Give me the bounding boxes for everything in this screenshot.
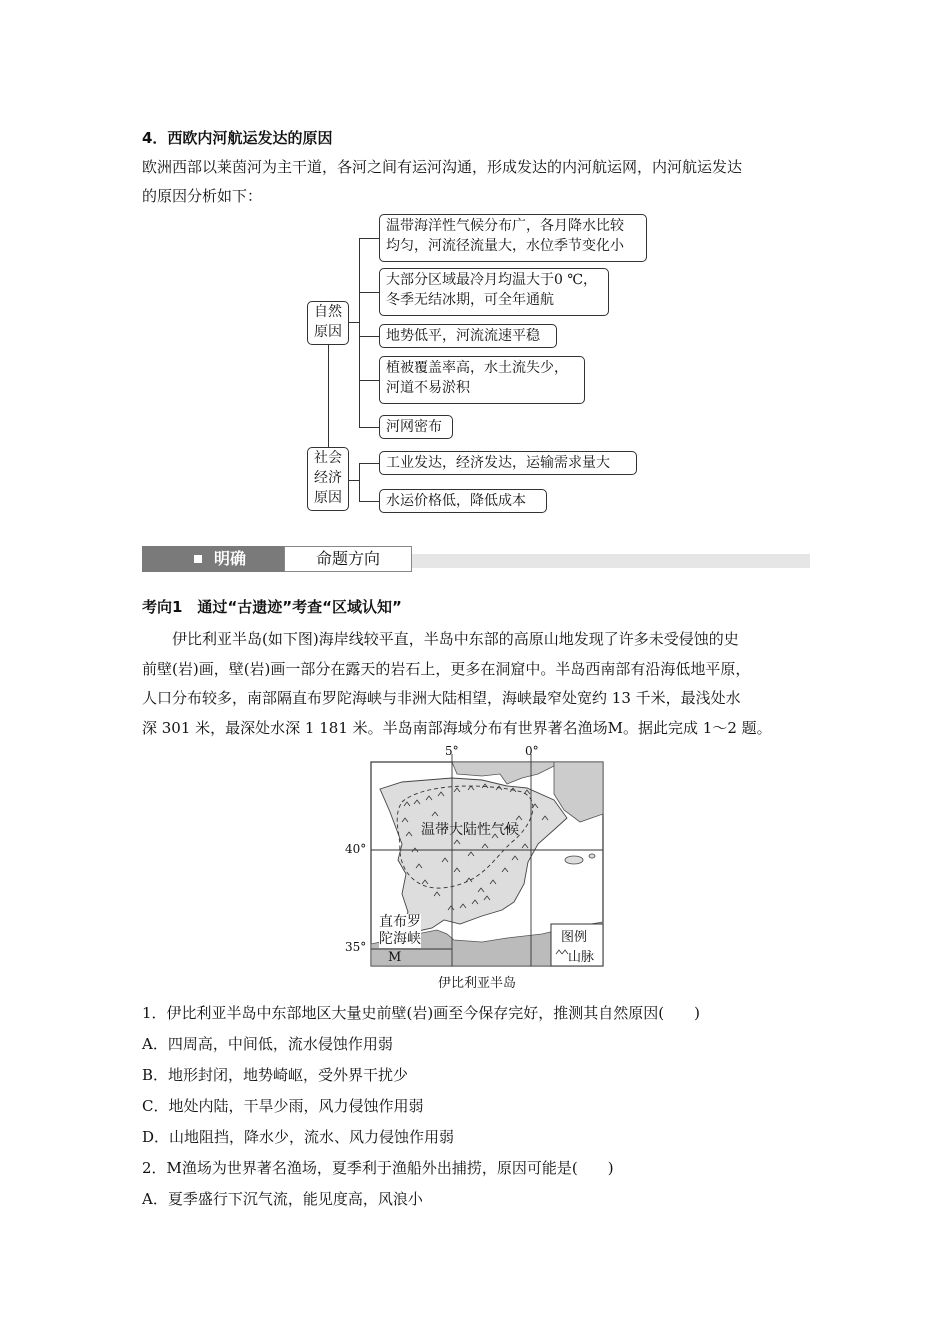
connector: [359, 427, 379, 428]
social-cause-box: [307, 447, 349, 511]
social-label-line: 社会: [314, 450, 342, 466]
banner-left: [142, 546, 284, 572]
item-text: 工业发达，经济发达，运输需求量大: [386, 455, 610, 471]
social-label-line: 原因: [314, 490, 342, 506]
question-1: 1．伊比利亚半岛中东部地区大量史前壁(岩)画至今保存完好，推测其自然原因( ): [142, 1004, 700, 1022]
item-text: 大部分区域最冷月均温大于0 ℃，: [386, 272, 598, 288]
map-caption: 伊比利亚半岛: [438, 976, 517, 991]
connector: [359, 238, 379, 239]
option-1d: D．山地阻挡，降水少，流水、风力侵蚀作用弱: [142, 1128, 455, 1146]
social-item-box: [379, 451, 637, 475]
lon-label: 5°: [445, 744, 459, 758]
option-2a: A．夏季盛行下沉气流，能见度高，风浪小: [142, 1190, 423, 1208]
intro-line-2: 的原因分析如下：: [142, 187, 263, 205]
section-banner: [142, 546, 810, 572]
lat-label: 35°: [345, 940, 367, 954]
lon-label: 0°: [525, 744, 539, 758]
passage-line: 深 301 米，最深处水深 1 181 米。半岛南部海域分布有世界著名渔场M。据此完成 1～2 题。: [142, 719, 772, 737]
item-text: 均匀，河流径流量大，水位季节变化小: [386, 238, 624, 254]
passage-line: 人口分布较多，南部隔直布罗陀海峡与非洲大陆相望，海峡最窄处宽约 13 千米，最浅处水: [142, 689, 741, 707]
connector: [359, 380, 379, 381]
banner-left-label: 明确: [214, 549, 247, 568]
legend-title: 图例: [561, 930, 588, 945]
section-heading: 4．西欧内河航运发达的原因: [142, 129, 333, 147]
item-text: 冬季无结冰期，可全年通航: [386, 292, 554, 308]
natural-item-box: [379, 356, 585, 404]
connector: [359, 292, 379, 293]
iberia-map: [342, 744, 606, 992]
passage-line: 前壁(岩)画，壁(岩)画一部分在露天的岩石上，更多在洞窟中。半岛西南部有沿海低地平原，: [142, 660, 751, 678]
natural-label-line: 原因: [314, 324, 342, 340]
item-text: 河网密布: [386, 419, 442, 435]
option-1c: C．地处内陆，干旱少雨，风力侵蚀作用弱: [142, 1097, 424, 1115]
option-1b: B．地形封闭，地势崎岖，受外界干扰少: [142, 1066, 409, 1084]
item-text: 地势低平，河流流速平稳: [386, 328, 540, 344]
social-bracket: [359, 463, 360, 501]
square-bullet-icon: [194, 555, 202, 563]
fishery-label: M: [388, 950, 402, 965]
connector: [359, 463, 379, 464]
item-text: 水运价格低，降低成本: [386, 493, 526, 509]
item-text: 植被覆盖率高，水土流失少，: [386, 360, 568, 376]
social-label-line: 经济: [314, 470, 342, 486]
question-2: 2．M渔场为世界著名渔场，夏季利于渔船外出捕捞，原因可能是( ): [142, 1159, 614, 1177]
climate-label: 温带大陆性气候: [421, 822, 519, 838]
natural-label-line: 自然: [314, 304, 342, 320]
category-connector: [328, 345, 329, 447]
natural-item-box: [379, 415, 453, 439]
passage-line: 伊比利亚半岛(如下图)海岸线较平直，半岛中东部的高原山地发现了许多未受侵蚀的史: [172, 630, 739, 648]
social-item-box: [379, 489, 547, 513]
natural-bracket: [359, 238, 360, 427]
natural-item-box: [379, 324, 557, 348]
connector: [359, 336, 379, 337]
banner-strip: [412, 554, 810, 568]
legend-item: 山脉: [568, 950, 595, 965]
banner-right: 命题方向: [284, 546, 412, 572]
map-figure: [342, 744, 606, 992]
intro-line-1: 欧洲西部以莱茵河为主干道，各河之间有运河沟通，形成发达的内河航运网，内河航运发达: [142, 158, 743, 176]
connector: [349, 322, 359, 323]
question-title: 考向1 通过“古遗迹”考查“区域认知”: [142, 598, 402, 616]
natural-cause-box: [307, 301, 349, 345]
connector: [359, 501, 379, 502]
connector: [349, 480, 359, 481]
option-1a: A．四周高，中间低，流水侵蚀作用弱: [142, 1035, 393, 1053]
item-text: 河道不易淤积: [386, 380, 470, 396]
strait-label-line: 直布罗: [379, 914, 421, 930]
natural-item-box: [379, 214, 647, 262]
item-text: 温带海洋性气候分布广，各月降水比较: [386, 218, 624, 234]
lat-label: 40°: [345, 842, 367, 856]
strait-label-line: 陀海峡: [379, 931, 421, 947]
strait-label: [379, 914, 421, 948]
natural-item-box: [379, 268, 609, 316]
